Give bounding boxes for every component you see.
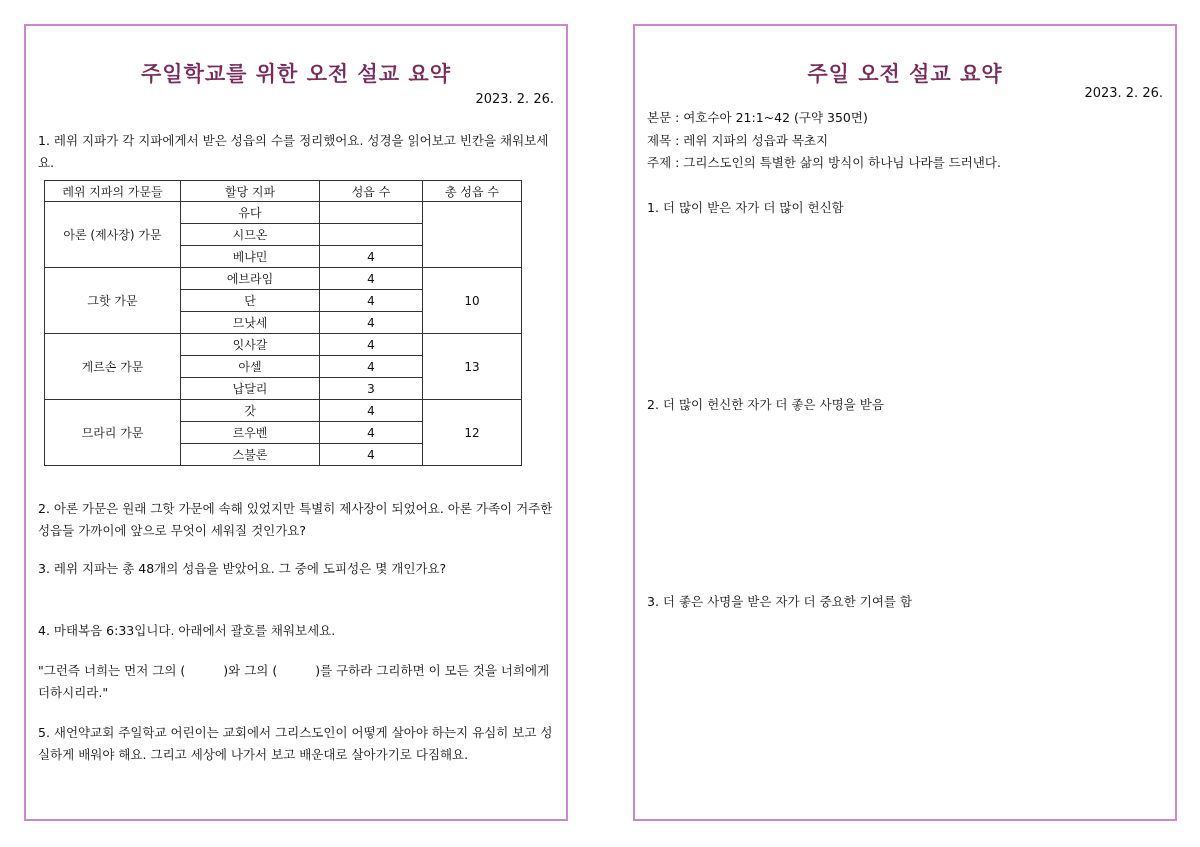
count-cell: 4 bbox=[320, 422, 423, 444]
point-3: 3. 더 좋은 사명을 받은 자가 더 중요한 기여를 함 bbox=[647, 594, 913, 609]
worksheet-page-left bbox=[24, 24, 568, 821]
tribe-cell: 스불론 bbox=[181, 444, 320, 466]
count-cell: 4 bbox=[320, 356, 423, 378]
count-cell: 4 bbox=[320, 334, 423, 356]
table-row bbox=[45, 334, 522, 356]
table-header-row bbox=[45, 181, 522, 202]
question-5: 5. 새언약교회 주일학교 어린이는 교회에서 그리스도인이 어떻게 살아야 하는지 유심히 보고 성실하게 배워야 해요. 그리고 세상에 나가서 보고 배운대로 살아가기로 다짐해요. bbox=[38, 725, 553, 762]
quote-part: "그런즉 너희는 먼저 그의 ( bbox=[38, 663, 186, 678]
page-title: 주일 오전 설교 요약 bbox=[807, 62, 1003, 86]
tribe-cell: 갓 bbox=[181, 400, 320, 422]
sermon-subject: 제목 : 레위 지파의 성읍과 목초지 bbox=[647, 133, 829, 148]
family-cell: 므라리 가문 bbox=[45, 400, 181, 466]
quote-part: )와 그의 ( bbox=[223, 663, 278, 678]
point-2: 2. 더 많이 헌신한 자가 더 좋은 사명을 받음 bbox=[647, 397, 884, 412]
question-1: 1. 레위 지파가 각 지파에게서 받은 성읍의 수를 정리했어요. 성경을 읽어보고 빈칸을 채워보세요. bbox=[38, 133, 549, 170]
date: 2023. 2. 26. bbox=[475, 92, 554, 107]
question-4-quote bbox=[38, 660, 554, 704]
tribe-cell: 납달리 bbox=[181, 378, 320, 400]
date: 2023. 2. 26. bbox=[1084, 86, 1163, 101]
levite-cities-table bbox=[44, 180, 522, 466]
table-row bbox=[45, 202, 522, 224]
question-3: 3. 레위 지파는 총 48개의 성읍을 받았어요. 그 중에 도피성은 몇 개인가요? bbox=[38, 561, 447, 576]
tribe-cell: 시므온 bbox=[181, 224, 320, 246]
table-header: 할당 지파 bbox=[181, 181, 320, 202]
total-cell: 12 bbox=[423, 400, 522, 466]
count-cell: 4 bbox=[320, 312, 423, 334]
table-row bbox=[45, 268, 522, 290]
point-1: 1. 더 많이 받은 자가 더 많이 헌신함 bbox=[647, 200, 844, 215]
scripture-text: 본문 : 여호수아 21:1~42 (구약 350면) bbox=[647, 110, 868, 125]
tribe-cell: 아셀 bbox=[181, 356, 320, 378]
tribe-cell: 유다 bbox=[181, 202, 320, 224]
total-cell bbox=[423, 202, 522, 268]
question-2: 2. 아론 가문은 원래 그핫 가문에 속해 있었지만 특별히 제사장이 되었어요. 아론 가족이 거주한 성읍들 가까이에 앞으로 무엇이 세워질 것인가요? bbox=[38, 501, 553, 538]
table-header: 레위 지파의 가문들 bbox=[45, 181, 181, 202]
count-cell: 4 bbox=[320, 444, 423, 466]
tribe-cell: 잇사갈 bbox=[181, 334, 320, 356]
family-cell: 그핫 가문 bbox=[45, 268, 181, 334]
tribe-cell: 단 bbox=[181, 290, 320, 312]
question-4: 4. 마태복음 6:33입니다. 아래에서 괄호를 채워보세요. bbox=[38, 623, 336, 638]
tribe-cell: 므낫세 bbox=[181, 312, 320, 334]
table-header: 성읍 수 bbox=[320, 181, 423, 202]
count-cell: 4 bbox=[320, 290, 423, 312]
summary-page-right bbox=[633, 24, 1177, 821]
tribe-cell: 르우벤 bbox=[181, 422, 320, 444]
count-cell: 4 bbox=[320, 400, 423, 422]
page-title: 주일학교를 위한 오전 설교 요약 bbox=[141, 62, 451, 86]
sermon-theme: 주제 : 그리스도인의 특별한 삶의 방식이 하나님 나라를 드러낸다. bbox=[647, 155, 1001, 170]
count-cell: 4 bbox=[320, 268, 423, 290]
total-cell: 13 bbox=[423, 334, 522, 400]
total-cell: 10 bbox=[423, 268, 522, 334]
count-cell bbox=[320, 224, 423, 246]
table-header: 총 성읍 수 bbox=[423, 181, 522, 202]
count-cell bbox=[320, 202, 423, 224]
tribe-cell: 에브라임 bbox=[181, 268, 320, 290]
quote-part: )를 구하라 그리하면 이 모든 것을 너희에게 더하시리라." bbox=[38, 663, 550, 700]
count-cell: 3 bbox=[320, 378, 423, 400]
count-cell: 4 bbox=[320, 246, 423, 268]
table-row bbox=[45, 400, 522, 422]
tribe-cell: 베냐민 bbox=[181, 246, 320, 268]
family-cell: 아론 (제사장) 가문 bbox=[45, 202, 181, 268]
family-cell: 게르손 가문 bbox=[45, 334, 181, 400]
